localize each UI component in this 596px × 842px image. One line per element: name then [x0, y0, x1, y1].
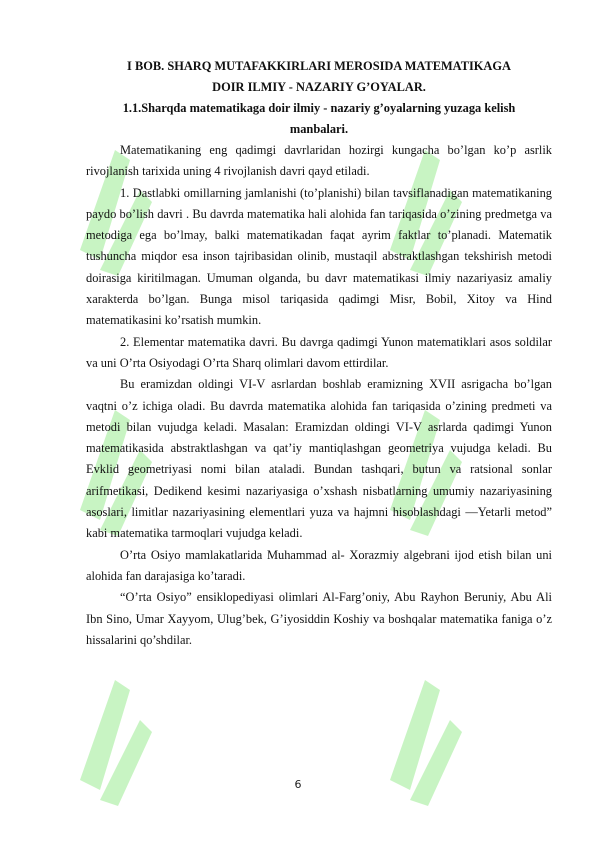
paragraph-intro: Matematikaning eng qadimgi davrlaridan hozirgi kungacha bo’lgan ko’p asrlik rivojlanish tarixida uning 4 rivojlanish davri qayd etiladi. — [86, 143, 552, 179]
paragraph-xorazmiy: O’rta Osiyo mamlakatlarida Muhammad al- Xorazmiy algebrani ijod etish bilan uni alohida fan darajasiga ko’taradi. — [86, 547, 552, 583]
paragraph-period-2-details: Bu eramizdan oldingi VI-V asrlardan boshlab eramizning XVII asrigacha bo’lgan vaqtni o’z ichiga oladi. Bu davrda matematika alohida fan tariqasida o’zining predmeti va metodi bilan vujudga keladi. Masalan: Eramizdan oldingi VI-V asrlarda qadimgi Yunon matematikasida abstraktlashgan va qat’iy mantiqlashgan geometriya vujudga keladi. Bu Evklid geometriyasi nomi bilan ataladi. Bundan tashqari, butun va ratsional sonlar arifmetikasi, Dedikend kesimi nazariyasiga o’xshash nisbatlarning umumiy nazariyasining asoslari, limitlar nazariyasining elementlari yuza va hajmni hisoblashdagi ―Yetarli metod” kabi matematika tarmoqlari vujudga keladi. — [86, 377, 552, 541]
chapter-title-line-1: I BOB. SHARQ MUTAFAKKIRLARI MEROSIDA MATEMATIKAGA — [127, 59, 511, 73]
chapter-title-line-2: DOIR ILMIY - NAZARIY G’OYALAR. — [212, 80, 426, 94]
section-title-line-1: 1.1.Sharqda matematikaga doir ilmiy - nazariy g’oyalarning yuzaga kelish — [122, 101, 516, 115]
document-body — [86, 56, 552, 651]
section-title-line-2: manbalari. — [289, 122, 349, 136]
paragraph-period-2: 2. Elementar matematika davri. Bu davrga qadimgi Yunon matematiklari asos soldilar va uni O’rta Osiyodagi O’rta Sharq olimlari davom ettirdilar. — [86, 334, 552, 370]
page-number: 6 — [294, 778, 302, 791]
paragraph-period-1: 1. Dastlabki omillarning jamlanishi (to’planishi) bilan tavsiflanadigan matematikaning paydo bo’lish davri . Bu davrda matematika hali alohida fan tariqasida o’zining predmetga va metodiga ega bo’lmay, balki matematikadan faqat ayrim faktlar to’planadi. Matematik tushuncha miqdor esa inson tajribasidan olinib, mustaqil abstraktlashgan tekshirish metodi doirasiga kiritilmagan. Umuman olganda, bu davr matematikasi ilmiy nazariyasiz amaliy xarakterda bo’lgan. Bunga misol tariqasida qadimgi Misr, Bobil, Xitoy va Hind matematikasini ko’rsatish mumkin. — [86, 185, 552, 328]
paragraph-scholars: “O’rta Osiyo” ensiklopediyasi olimlari Al-Farg’oniy, Abu Rayhon Beruniy, Abu Ali Ibn Sino, Umar Xayyom, Ulug’bek, G’iyosiddin Koshiy va boshqalar matematika faniga o’z hissalarini qo’shdilar. — [86, 590, 552, 647]
